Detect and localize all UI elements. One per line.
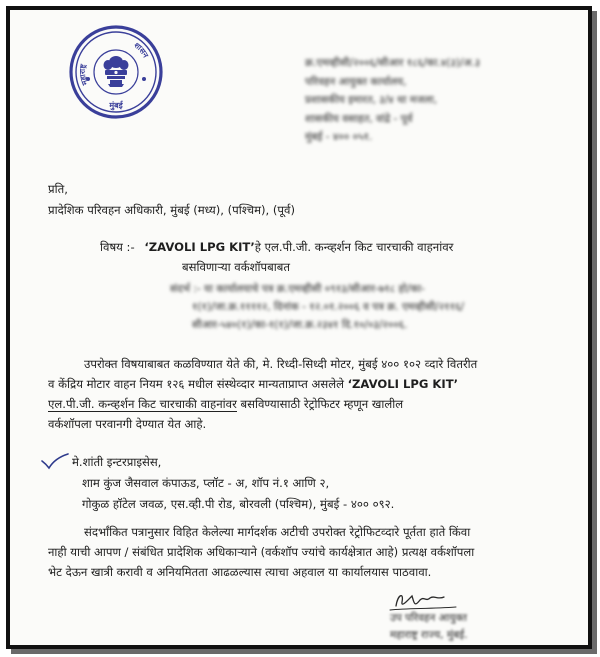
reference-block <box>170 280 550 334</box>
paragraph-line: संदर्भांकित पत्रानुसार विहित केलेल्या मार्गदर्शक अटीची उपरोक्त रेट्रोफिटव्दारे पूर्तता हाते किंवा <box>84 525 471 539</box>
office-building: प्रशासकीय इमारत, ३/४ था मजला, <box>305 94 438 106</box>
svg-text:शासन <box>132 41 150 60</box>
reference-line: सीआर-५४०(१)/का-१(१)/जा.क्र.२३४१ दि.१०/०३/२००६. <box>192 319 408 331</box>
letterhead-address <box>305 54 555 147</box>
office-area: शासकीय वसाहत, वांद्रे - पूर्व <box>305 112 413 125</box>
recipient-label: प्रति, <box>48 182 68 196</box>
paragraph-line: वर्कशॉपला परवानगी देण्यात येत आहे. <box>48 417 207 431</box>
paragraph-line: नाही याची आपण / संबंधित प्रादेशिक अधिकाऱ्याने (वर्कशॉप ज्यांचे कार्यक्षेत्रात आहे) प्रत्यक्ष वर्कशॉपला <box>48 545 475 559</box>
paragraph-line <box>48 374 568 394</box>
paragraph-text: बसविण्यासाठी रेट्रोफिटर म्हणून खालील <box>240 397 404 411</box>
underlined-kit-text: एल.पी.जी. कन्व्हर्शन किट चारचाकी वाहनांवर <box>48 397 237 411</box>
subject-label: विषय :- <box>100 240 135 254</box>
reference-line: १(१)/जा.क्र.११११२, दिनांक - १२.०१.२००६ व पत्र क्र. एमव्हीसी/२११६/ <box>192 301 465 313</box>
office-name: परिवहन आयुक्त कार्यालय, <box>305 75 407 88</box>
letter-page <box>10 10 588 645</box>
government-seal <box>68 24 164 120</box>
office-city: मुंबई - ४०० ०५१. <box>305 131 373 143</box>
body-paragraph-2 <box>48 522 573 582</box>
body-paragraph-1 <box>48 354 568 434</box>
recipient-line: प्रादेशिक परिवहन अधिकारी, मुंबई (मध्य), (पश्चिम), (पूर्व) <box>48 203 295 217</box>
subject-continuation: बसविणाऱ्या वर्कशॉपबाबत <box>182 260 290 274</box>
workshop-name: मे.शांती इन्टरप्राइसेस, <box>72 455 162 469</box>
reference-number: क्र.एमव्हीसी/२००६/सीआर १८६/का.४(३)/अ.३ <box>305 57 481 69</box>
paragraph-line: भेट देऊन खात्री करावी व अनियमितता आढळल्यास त्याचा अहवाल या कार्यालयास पाठवावा. <box>48 565 432 579</box>
workshop-address-line: शाम कुंज जैसवाल कंपाऊड, प्लॉट - अ, शॉप नं.१ आणि २, <box>82 476 330 490</box>
seal-text-right: शासन <box>132 40 151 60</box>
workshop-address <box>72 452 394 515</box>
paragraph-line: उपरोक्त विषयाबाबत कळविण्यात येते की, मे. रिध्दी-सिध्दी मोटर, मुंबई ४०० १०२ व्दारे वितरीत <box>84 357 478 371</box>
subject-text: हे एल.पी.जी. कन्व्हर्शन किट चारचाकी वाहनांवर <box>254 240 454 254</box>
reference-line: संदर्भ :- या कार्यालयाचे पत्र क्र.एमव्हीसी ०९१३/सीआर-७१८ हो/का- <box>170 283 425 295</box>
product-name: ‘ZAVOLI LPG KIT’ <box>347 377 459 391</box>
handwritten-tick-icon <box>40 452 70 470</box>
subject-product: ‘ZAVOLI LPG KIT’ <box>144 240 255 254</box>
seal-emblem-icon <box>68 24 164 120</box>
seal-text-bottom: मुंबई <box>109 101 123 110</box>
signatory-block <box>390 610 468 644</box>
document-frame <box>6 6 592 649</box>
paragraph-line <box>48 394 568 414</box>
signatory-title: उप परिवहन आयुक्त <box>390 612 468 624</box>
workshop-address-line: गोकुळ हॉटेल जवळ, एस.व्ही.पी रोड, बोरवली (पश्चिम), मुंबई - ४०० ०९२. <box>82 497 395 511</box>
seal-text-left: महाराष्ट्र <box>77 63 90 87</box>
paragraph-text: व केंद्रिय मोटार वाहन नियम १२६ मधील संस्थेव्दार मान्यताप्राप्त असलेले <box>48 377 344 391</box>
signatory-office: महाराष्ट्र राज्य, मुंबई. <box>390 629 468 641</box>
subject-line <box>100 240 453 255</box>
svg-text:महाराष्ट्र <box>78 63 90 88</box>
